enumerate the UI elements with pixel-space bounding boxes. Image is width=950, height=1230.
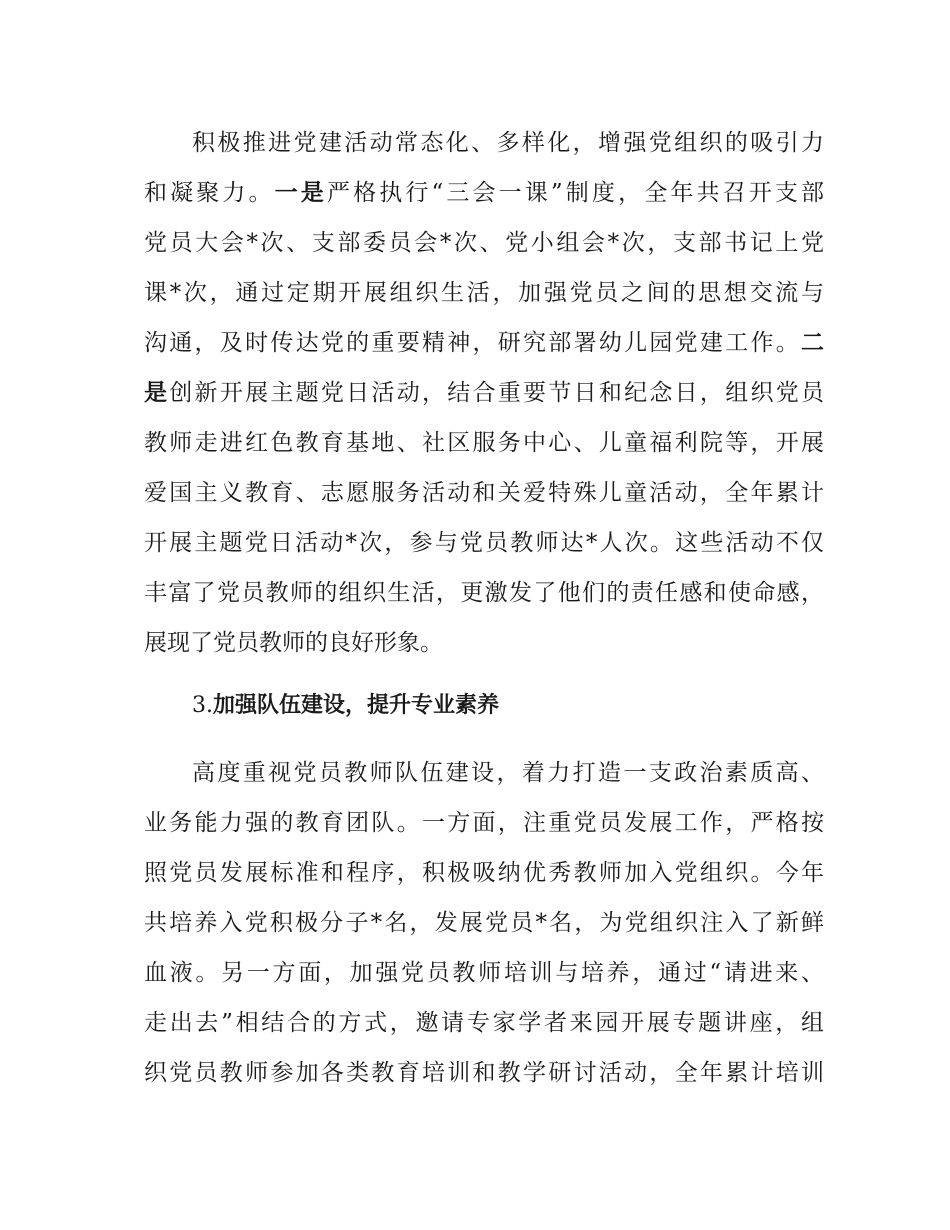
paragraph-line [144,373,824,413]
paragraph-line [144,173,824,213]
line-text: 沟通，及时传达党的重要精神，研究部署幼儿园党建工作。 [144,330,801,356]
bold-marker: 一是 [274,180,327,206]
paragraph-line: 积极推进党建活动常态化、多样化，增强党组织的吸引力 [192,130,824,156]
line-text: 严格执行“三会一课”制度，全年共召开支部 [326,180,825,206]
paragraph-line: 教师走进红色教育基地、社区服务中心、儿童福利院等，开展 [144,430,824,456]
bold-marker: 二 [801,330,824,356]
paragraph-line: 丰富了党员教师的组织生活，更激发了他们的责任感和使命感， [144,580,824,606]
paragraph-line: 照党员发展标准和程序，积极吸纳优秀教师加入党组织。今年 [144,860,824,886]
heading-number: 3. [192,693,213,718]
paragraph-line: 课*次，通过定期开展组织生活，加强党员之间的思想交流与 [144,280,824,306]
paragraph-line: 共培养入党积极分子*名，发展党员*名，为党组织注入了新鲜 [144,910,824,936]
paragraph-line: 高度重视党员教师队伍建设，着力打造一支政治素质高、 [192,760,824,786]
section-heading [192,685,499,725]
paragraph-line: 织党员教师参加各类教育培训和教学研讨活动，全年累计培训 [144,1060,824,1086]
paragraph-line: 开展主题党日活动*次，参与党员教师达*人次。这些活动不仅 [144,530,824,556]
paragraph-line: 展现了党员教师的良好形象。 [144,630,443,656]
heading-text: 加强队伍建设，提升专业素养 [213,693,500,718]
paragraph-line: 爱国主义教育、志愿服务活动和关爱特殊儿童活动，全年累计 [144,480,824,506]
paragraph-line: 业务能力强的教育团队。一方面，注重党员发展工作，严格按 [144,810,824,836]
paragraph-line: 走出去”相结合的方式，邀请专家学者来园开展专题讲座，组 [144,1010,824,1036]
paragraph-line: 党员大会*次、支部委员会*次、党小组会*次，支部书记上党 [144,230,824,256]
paragraph-line [144,323,824,363]
line-text: 和凝聚力。 [144,180,275,206]
bold-marker: 是 [144,380,170,406]
line-text: 创新开展主题党日活动，结合重要节日和纪念日，组织党员 [169,380,825,406]
paragraph-line: 血液。另一方面，加强党员教师培训与培养，通过“请进来、 [144,960,824,986]
